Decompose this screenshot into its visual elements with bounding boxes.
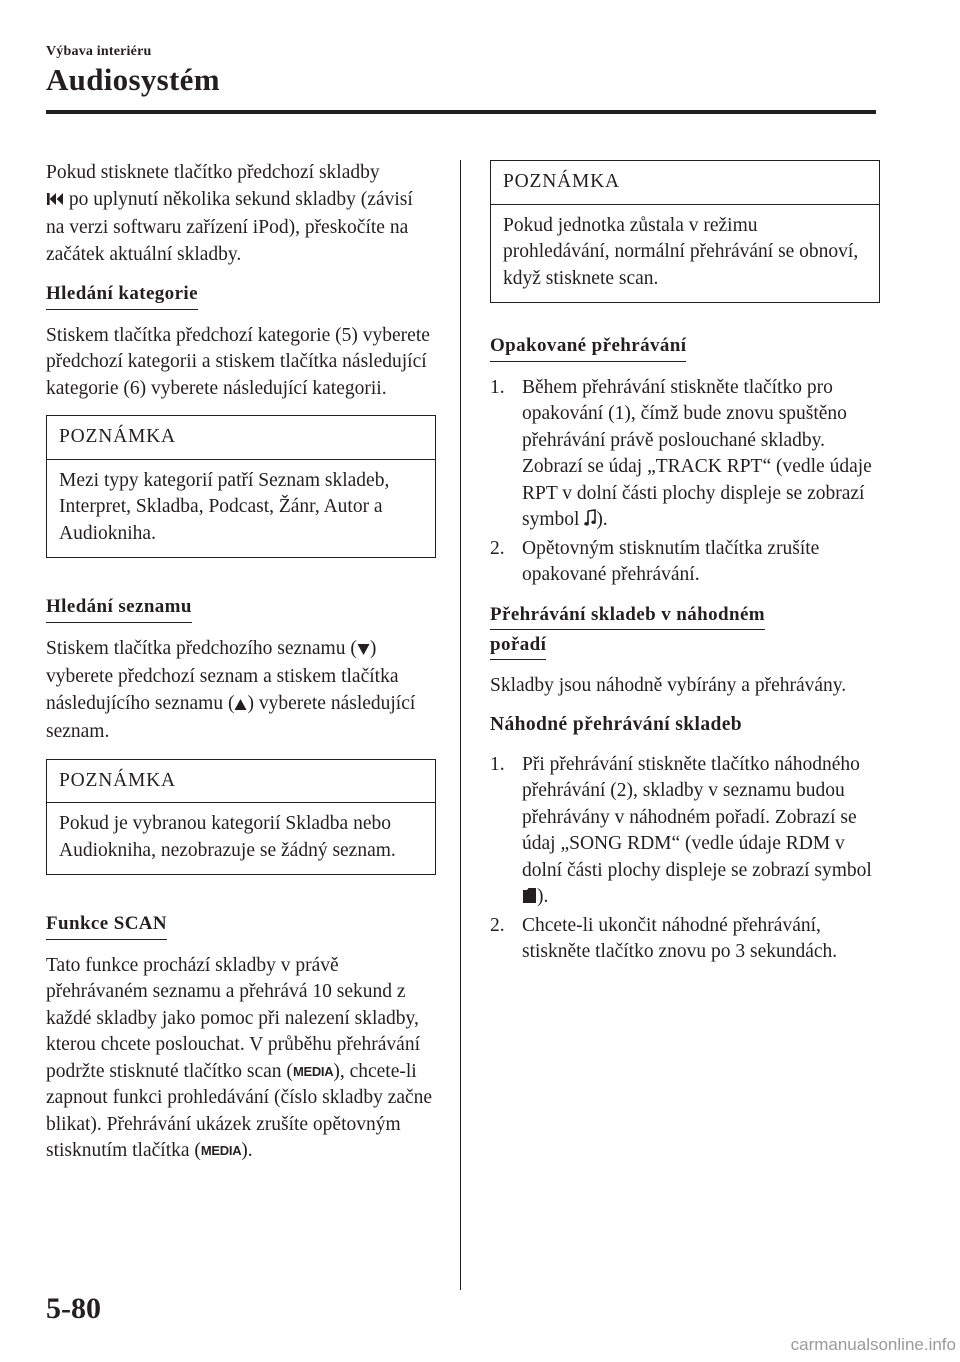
- scan-text-c: ).: [241, 1140, 253, 1161]
- random-heading-line-2: pořadí: [490, 632, 546, 660]
- step-number: 1.: [490, 376, 505, 398]
- repeat-heading: Opakované přehrávání: [490, 333, 686, 362]
- step-number: 2.: [490, 914, 505, 936]
- step-text: Chcete-li ukončit náhodné přehrávání, stiskněte tlačítko znovu po 3 sekundách.: [522, 914, 838, 962]
- skip-previous-icon: [46, 189, 64, 216]
- breadcrumb: Výbava interiéru: [46, 44, 152, 59]
- random-steps: [490, 752, 880, 966]
- step-text: Při přehrávání stiskněte tlačítko náhodného přehrávání (2), skladby v seznamu budou přehrávány v náhodném pořadí. Zobrazí se údaj „SONG RDM“ (vedle údaje RDM v dolní části plochy displeje se zobrazí symbol: [522, 753, 872, 881]
- step-number: 2.: [490, 537, 505, 559]
- step-number: 1.: [490, 753, 505, 775]
- note-box-1: [46, 415, 436, 558]
- step-text: Během přehrávání stiskněte tlačítko pro opakování (1), čímž bude znovu spuštěno přehrávání právě poslouchané skladby. Zobrazí se údaj „TRACK RPT“ (vedle údaje RPT v dolní části plochy displeje se zobrazí symbol: [522, 376, 872, 530]
- triangle-up-icon: [234, 693, 247, 720]
- random-heading-line-1: Přehrávání skladeb v náhodném: [490, 602, 765, 630]
- list-item: [490, 375, 880, 536]
- random-text: Skladby jsou náhodně vybírány a přehrávány.: [490, 674, 847, 696]
- scan-heading: Funkce SCAN: [46, 911, 167, 940]
- list-search-heading: Hledání seznamu: [46, 594, 192, 623]
- random-sub-heading: Náhodné přehrávání skladeb: [490, 714, 743, 735]
- note-box-3: [490, 160, 880, 303]
- scan-text-b: ), chcete-li zapnout funkci prohledávání (číslo skladby začne blikat). Přehrávání ukázek zrušíte opětovným stisknutím tlačítka (: [46, 1060, 433, 1161]
- page-title: Audiosystém: [46, 62, 220, 97]
- list-item: [490, 536, 880, 589]
- list-text-a: Stiskem tlačítka předchozího seznamu (: [46, 637, 357, 659]
- list-search-text: [46, 636, 436, 746]
- media-button-icon: MEDIA: [200, 1143, 242, 1158]
- list-text-b: ) vyberete předchozí seznam a stiskem tlačítka následujícího seznamu (: [46, 637, 399, 714]
- note-body: Mezi typy kategorií patří Seznam skladeb, Interpret, Skladba, Podcast, Žánr, Autor a Audiokniha.: [59, 469, 390, 544]
- media-button-icon: MEDIA: [292, 1063, 334, 1079]
- note-title: POZNÁMKA: [47, 416, 435, 460]
- list-item: [490, 913, 880, 966]
- step-text-end: ).: [537, 886, 549, 907]
- intro-paragraph: [46, 160, 436, 268]
- repeat-steps: [490, 375, 880, 589]
- repeat-music-note-icon: [584, 509, 596, 536]
- note-box-2: [46, 759, 436, 876]
- page-number: 5-80: [46, 1292, 101, 1325]
- column-divider: [460, 160, 461, 1290]
- intro-text-1: Pokud stisknete tlačítko předchozí skladby: [46, 162, 380, 183]
- note-title: POZNÁMKA: [47, 760, 435, 804]
- step-text: Opětovným stisknutím tlačítka zrušíte opakované přehrávání.: [522, 537, 820, 585]
- right-column: [490, 160, 880, 979]
- category-search-heading: Hledání kategorie: [46, 281, 198, 310]
- list-item: [490, 752, 880, 913]
- intro-text-2: po uplynutí několika sekund skladby (závisí na verzi softwaru zařízení iPod), přeskočíte na začátek aktuální skladby.: [46, 188, 413, 265]
- list-text-c: ) vyberete následující seznam.: [46, 692, 416, 742]
- step-text-end: ).: [596, 509, 608, 530]
- triangle-down-icon: [357, 638, 370, 665]
- note-title: POZNÁMKA: [491, 161, 879, 205]
- note-body: Pokud jednotka zůstala v režimu prohledávání, normální přehrávání se obnoví, když stisknete scan.: [503, 214, 859, 289]
- watermark: carmanualsonline.info: [790, 1335, 956, 1354]
- random-folder-icon: [522, 886, 537, 913]
- note-body: Pokud je vybranou kategorií Skladba nebo Audiokniha, nezobrazuje se žádný seznam.: [59, 813, 396, 861]
- category-search-text: Stiskem tlačítka předchozí kategorie (5) vyberete předchozí kategorii a stiskem tlačítka následující kategorie (6) vyberete následující kategorii.: [46, 324, 430, 399]
- title-rule: [46, 110, 876, 114]
- left-column: [46, 160, 436, 1178]
- scan-text: [46, 953, 436, 1165]
- scan-text-a: Tato funkce prochází skladby v právě přehrávaném seznamu a přehrává 10 sekund z každé skladby jako pomoc při nalezení skladby, kterou chcete poslouchat. V průběhu přehrávání podržte stisknuté tlačítko scan (: [46, 954, 420, 1082]
